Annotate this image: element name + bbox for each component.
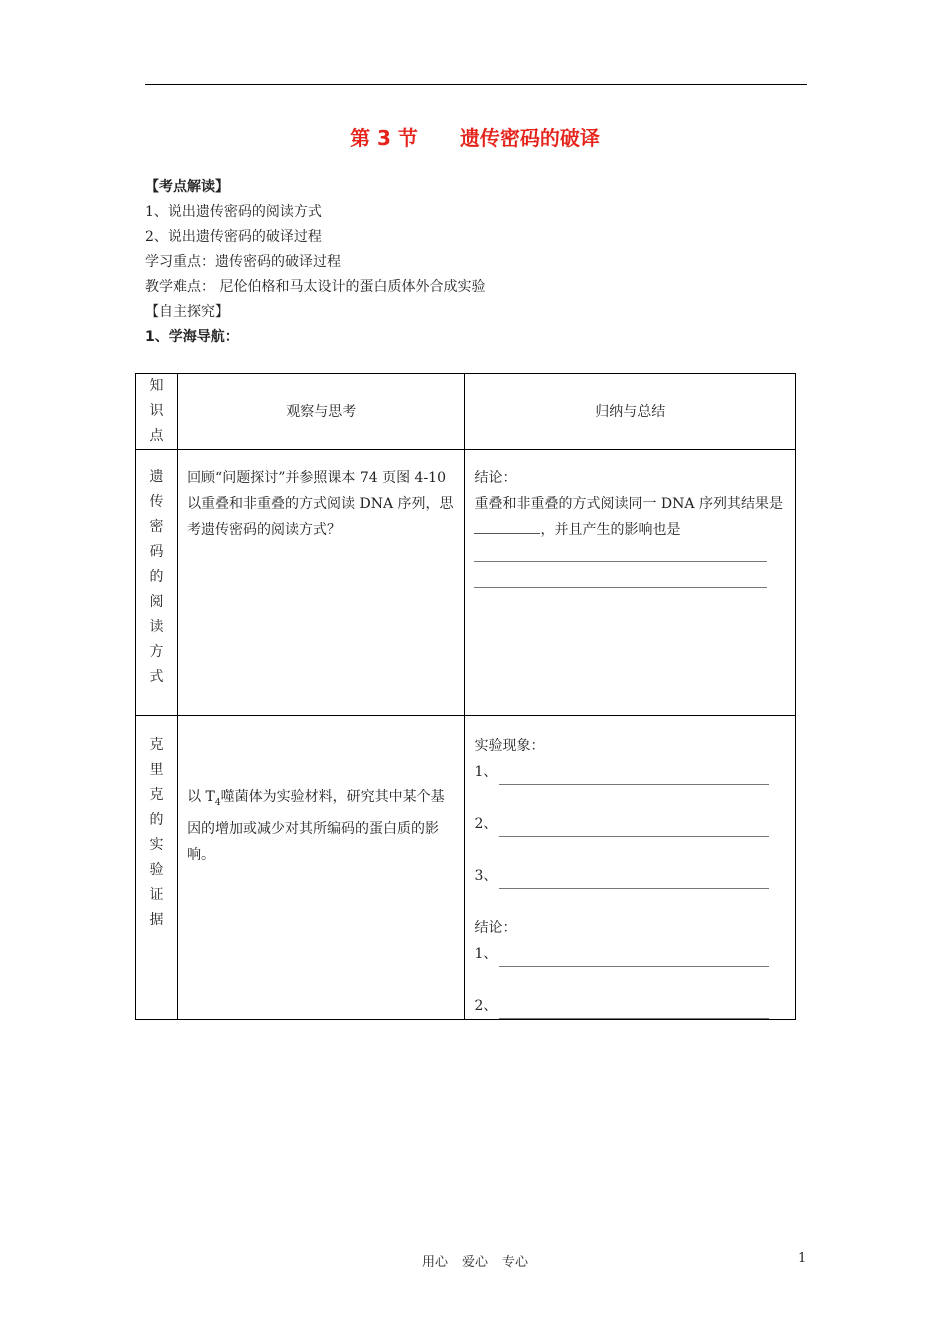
page-footer — [0, 1251, 950, 1270]
table-header-row — [136, 374, 796, 450]
vertical-char: 点 — [149, 428, 164, 444]
header-summary — [465, 374, 796, 450]
heading-navigation: 1、学海导航： — [145, 329, 239, 345]
conclusion-text-1: 重叠和非重叠的方式阅读同一 DNA 序列其结果是，并且产生的影响也是 — [474, 496, 783, 538]
header-summary-label: 归纳与总结 — [595, 404, 666, 420]
conclusion-line-2[interactable]: 2、 — [474, 993, 787, 1019]
answer-blank[interactable] — [474, 519, 540, 534]
summary-cell-1 — [465, 450, 796, 716]
key-point: 学习重点：遗传密码的破译过程 — [145, 254, 341, 270]
header-knowledge-point — [136, 374, 178, 450]
vertical-char: 据 — [149, 912, 164, 928]
vertical-char: 密 — [149, 519, 164, 535]
study-table — [135, 373, 796, 1020]
vertical-char: 证 — [149, 887, 164, 903]
vertical-char: 阅 — [149, 594, 164, 610]
footer-motto-3: 专心 — [502, 1255, 529, 1270]
observe-text-1: 回顾“问题探讨”并参照课本 74 页图 4-10 以重叠和非重叠的方式阅读 DNA 序列，思考遗传密码的阅读方式？ — [187, 470, 454, 538]
phenomena-label: 实验现象： — [474, 738, 545, 754]
vertical-char: 方 — [149, 644, 164, 660]
vertical-char: 知 — [149, 378, 164, 394]
header-observe-label: 观察与思考 — [286, 404, 357, 420]
observe-cell-2 — [178, 716, 465, 1020]
heading-exam-points: 【考点解读】 — [145, 179, 229, 195]
section-title: 遗传密码的破译 — [459, 126, 600, 150]
conclusion-line-1[interactable]: 1、 — [474, 941, 787, 967]
topic-crick-evidence-text — [136, 716, 177, 933]
section-number: 第 3 节 — [350, 126, 418, 150]
objective-1: 1、说出遗传密码的阅读方式 — [145, 204, 322, 220]
heading-self-explore: 【自主探究】 — [145, 304, 229, 320]
vertical-char: 实 — [149, 837, 164, 853]
intro-section — [145, 175, 805, 350]
observe-cell-1 — [178, 450, 465, 716]
topic-crick-evidence — [136, 716, 178, 1020]
vertical-char: 里 — [149, 762, 164, 778]
conclusion-label-1: 结论： — [474, 470, 517, 486]
footer-motto-2: 爱心 — [461, 1255, 488, 1270]
phenomenon-line-3[interactable]: 3、 — [474, 863, 787, 889]
topic-reading-mode — [136, 450, 178, 716]
summary-cell-2 — [465, 716, 796, 1020]
vertical-char: 传 — [149, 494, 164, 510]
vertical-char: 克 — [149, 787, 164, 803]
footer-motto-1: 用心 — [421, 1255, 448, 1270]
vertical-char: 读 — [149, 619, 164, 635]
conclusion-label-2: 结论： — [474, 920, 517, 936]
vertical-char: 验 — [149, 862, 164, 878]
vertical-char: 的 — [149, 812, 164, 828]
phenomenon-line-2[interactable]: 2、 — [474, 811, 787, 837]
vertical-char: 遗 — [149, 469, 164, 485]
header-observe-think — [178, 374, 465, 450]
page-number: 1 — [798, 1251, 807, 1266]
top-rule — [145, 84, 807, 85]
header-knowledge-point-text — [136, 374, 177, 449]
vertical-char: 识 — [149, 403, 164, 419]
observe-text-2: 以 $T_4$噬菌体为实验材料，研究其中某个基因的增加或减少对其所编码的蛋白质的影响。 — [187, 789, 445, 863]
phenomenon-line-1[interactable]: 1、 — [474, 759, 787, 785]
topic-reading-mode-text — [136, 450, 177, 690]
answer-line[interactable] — [474, 587, 767, 588]
vertical-char: 的 — [149, 569, 164, 585]
page-title — [0, 122, 950, 151]
vertical-char: 码 — [149, 544, 164, 560]
table-row — [136, 450, 796, 716]
difficulty: 教学难点： 尼伦伯格和马太设计的蛋白质体外合成实验 — [145, 279, 486, 295]
table-row — [136, 716, 796, 1020]
vertical-char: 克 — [149, 737, 164, 753]
objective-2: 2、说出遗传密码的破译过程 — [145, 229, 322, 245]
vertical-char: 式 — [149, 669, 164, 685]
